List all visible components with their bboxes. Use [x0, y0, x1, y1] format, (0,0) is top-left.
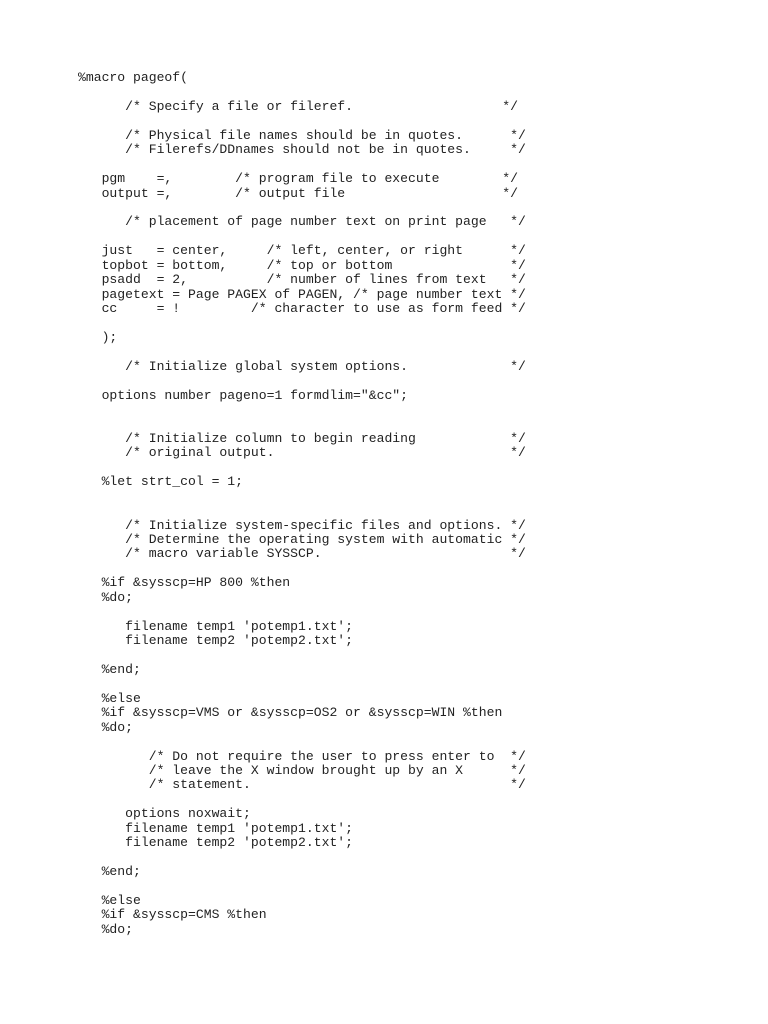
code-line: [78, 461, 526, 475]
code-line: [78, 114, 526, 128]
code-line: [78, 880, 526, 894]
sas-macro-source-code: [78, 71, 526, 937]
code-line: %else: [78, 690, 141, 706]
code-line: [78, 490, 526, 504]
code-line: /* Do not require the user to press enter to */: [78, 748, 526, 764]
code-line: [78, 374, 526, 388]
code-line: [78, 605, 526, 619]
code-line: filename temp2 'potemp2.txt';: [78, 835, 354, 851]
code-line: %end;: [78, 661, 141, 677]
code-line: /* Initialize system-specific files and options. */: [78, 517, 526, 533]
code-line: pagetext = Page PAGEX of PAGEN, /* page number text */: [78, 286, 526, 302]
code-line: [78, 504, 526, 518]
code-line: /* original output. */: [78, 445, 526, 461]
code-line: just = center, /* left, center, or right */: [78, 243, 526, 259]
code-line: /* placement of page number text on print page */: [78, 214, 526, 230]
code-line: );: [78, 329, 118, 345]
code-line: topbot = bottom, /* top or bottom */: [78, 257, 526, 273]
code-line: options noxwait;: [78, 806, 251, 822]
code-line: [78, 230, 526, 244]
code-line: [78, 851, 526, 865]
code-line: [78, 562, 526, 576]
code-line: %do;: [78, 921, 134, 937]
code-line: %if &sysscp=CMS %then: [78, 907, 267, 923]
code-line: [78, 793, 526, 807]
code-line: output =, /* output file */: [78, 185, 519, 201]
code-line: %else: [78, 892, 141, 908]
code-line: [78, 158, 526, 172]
code-line: psadd = 2, /* number of lines from text */: [78, 272, 526, 288]
code-line: /* statement. */: [78, 777, 526, 793]
code-line: [78, 403, 526, 417]
code-line: /* Initialize column to begin reading */: [78, 430, 526, 446]
code-line: /* leave the X window brought up by an X */: [78, 763, 526, 778]
code-line: [78, 316, 526, 330]
code-line: /* Specify a file or fileref. */: [78, 98, 519, 114]
code-line: %let strt_col = 1;: [78, 474, 244, 490]
code-line: %macro pageof(: [78, 70, 189, 85]
code-line: %do;: [78, 719, 134, 735]
code-line: %if &sysscp=VMS or &sysscp=OS2 or &sysscp=WIN %then: [78, 705, 503, 721]
code-line: %do;: [78, 589, 134, 605]
code-line: filename temp1 'potemp1.txt';: [78, 820, 354, 836]
code-line: filename temp1 'potemp1.txt';: [78, 618, 354, 634]
code-line: options number pageno=1 formdlim="&cc";: [78, 387, 409, 403]
code-line: [78, 649, 526, 663]
code-line: [78, 677, 526, 691]
code-line: %if &sysscp=HP 800 %then: [78, 575, 291, 591]
code-line: [78, 345, 526, 359]
code-line: /* Initialize global system options. */: [78, 358, 526, 374]
code-line: [78, 735, 526, 749]
code-line: /* Determine the operating system with automatic */: [78, 532, 526, 547]
code-line: /* Filerefs/DDnames should not be in quotes. */: [78, 142, 526, 158]
code-line: filename temp2 'potemp2.txt';: [78, 633, 354, 649]
code-line: [78, 85, 526, 99]
code-line: [78, 418, 526, 432]
code-line: /* macro variable SYSSCP. */: [78, 546, 526, 562]
code-line: [78, 201, 526, 215]
code-line: cc = ! /* character to use as form feed */: [78, 301, 526, 316]
code-line: /* Physical file names should be in quotes. */: [78, 127, 526, 143]
code-line: pgm =, /* program file to execute */: [78, 171, 519, 187]
code-line: %end;: [78, 864, 141, 880]
